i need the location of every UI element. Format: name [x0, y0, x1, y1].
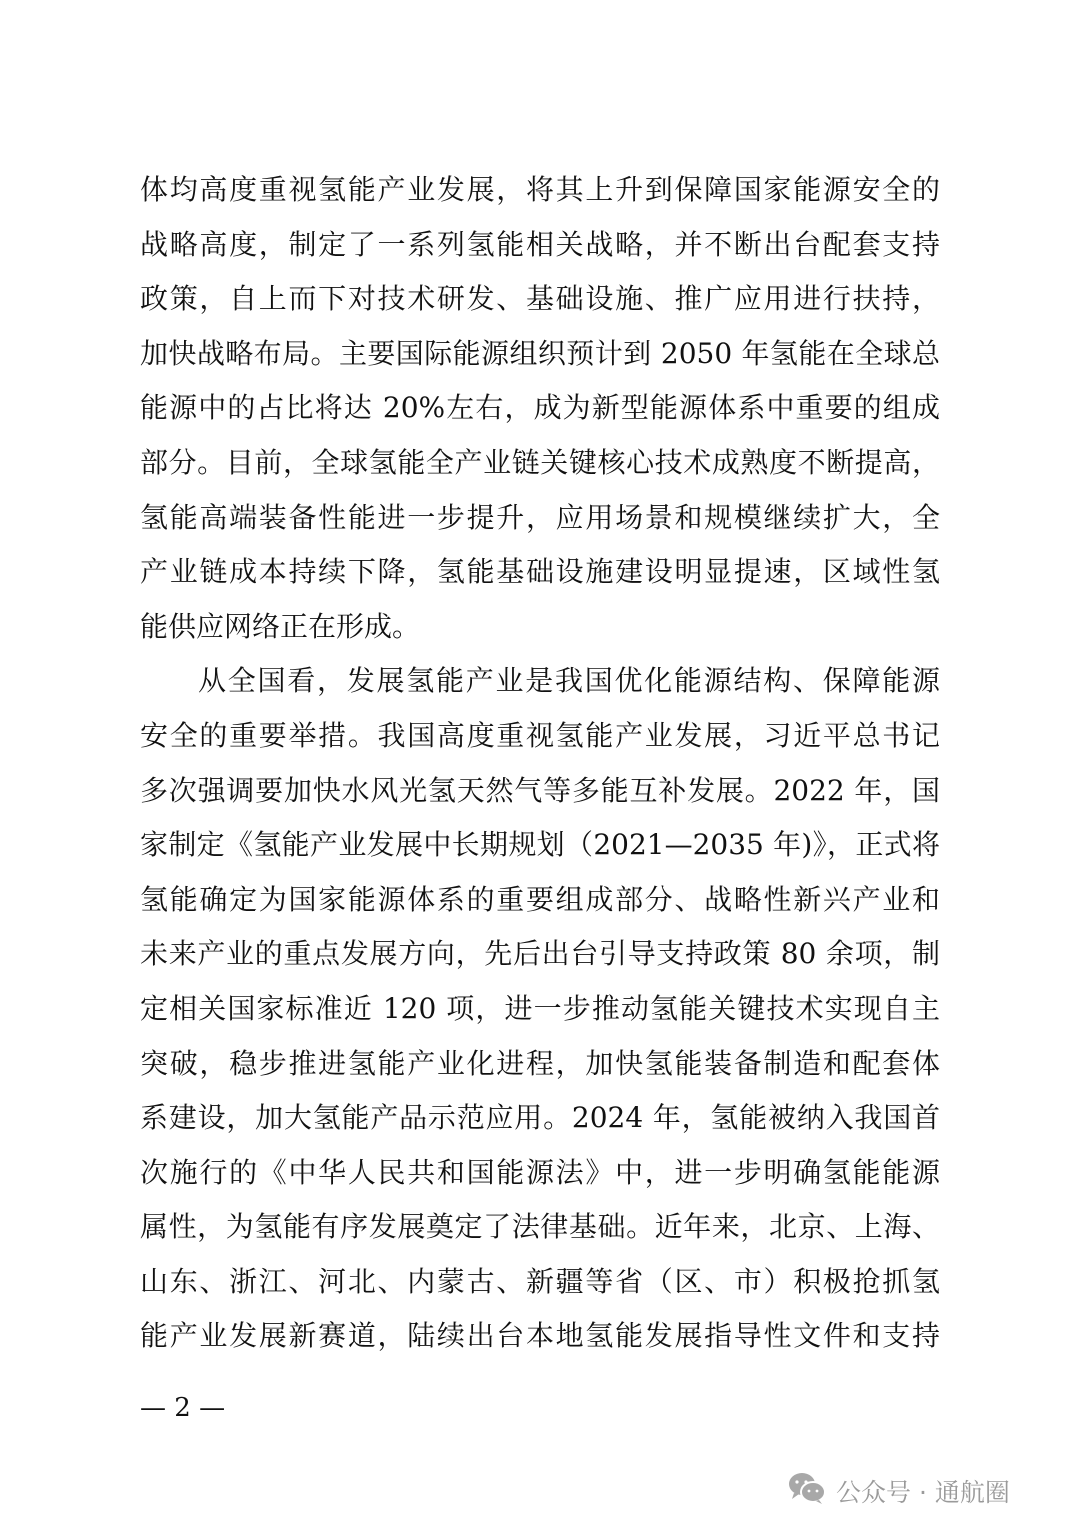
text-line: 体均高度重视氢能产业发展，将其上升到保障国家能源安全的	[140, 173, 940, 206]
text-line: 多次强调要加快水风光氢天然气等多能互补发展。2022 年，国	[140, 773, 940, 807]
text-line: 氢能高端装备性能进一步提升，应用场景和规模继续扩大，全	[140, 500, 940, 534]
text-line: 产业链成本持续下降，氢能基础设施建设明显提速，区域性氢	[140, 555, 940, 589]
text-line: 战略高度，制定了一系列氢能相关战略，并不断出台配套支持	[140, 227, 940, 261]
text-line: 属性，为氢能有序发展奠定了法律基础。近年来，北京、上海、	[140, 1210, 940, 1244]
text-line: 能产业发展新赛道，陆续出台本地氢能发展指导性文件和支持	[140, 1319, 940, 1353]
text-line: 能供应网络正在形成。	[140, 609, 421, 643]
page-number: — 2 —	[140, 1393, 226, 1423]
text-line: 突破，稳步推进氢能产业化进程，加快氢能装备制造和配套体	[140, 1046, 940, 1080]
watermark-text: 公众号 · 通航圈	[836, 1478, 1010, 1507]
text-line: 加快战略布局。主要国际能源组织预计到 2050 年氢能在全球总	[140, 336, 940, 370]
document-body	[140, 163, 940, 1364]
text-line: 安全的重要举措。我国高度重视氢能产业发展，习近平总书记	[140, 718, 940, 752]
text-line: 能源中的占比将达 20%左右，成为新型能源体系中重要的组成	[140, 391, 940, 425]
text-line: 未来产业的重点发展方向，先后出台引导支持政策 80 余项，制	[140, 937, 940, 971]
text-line: 政策，自上而下对技术研发、基础设施、推广应用进行扶持，	[140, 282, 940, 316]
watermark	[788, 1472, 1010, 1510]
text-line: 从全国看，发展氢能产业是我国优化能源结构、保障能源	[198, 664, 940, 698]
text-line: 定相关国家标准近 120 项，进一步推动氢能关键技术实现自主	[140, 991, 940, 1025]
wechat-icon	[788, 1472, 826, 1510]
text-line: 氢能确定为国家能源体系的重要组成部分、战略性新兴产业和	[140, 882, 940, 916]
text-line: 部分。目前，全球氢能全产业链关键核心技术成熟度不断提高，	[140, 445, 940, 479]
text-line: 系建设，加大氢能产品示范应用。2024 年，氢能被纳入我国首	[140, 1101, 940, 1135]
text-line: 次施行的《中华人民共和国能源法》中，进一步明确氢能能源	[140, 1155, 940, 1189]
text-line: 山东、浙江、河北、内蒙古、新疆等省（区、市）积极抢抓氢	[140, 1264, 940, 1298]
text-line: 家制定《氢能产业发展中长期规划（2021—2035 年)》，正式将	[140, 828, 940, 862]
